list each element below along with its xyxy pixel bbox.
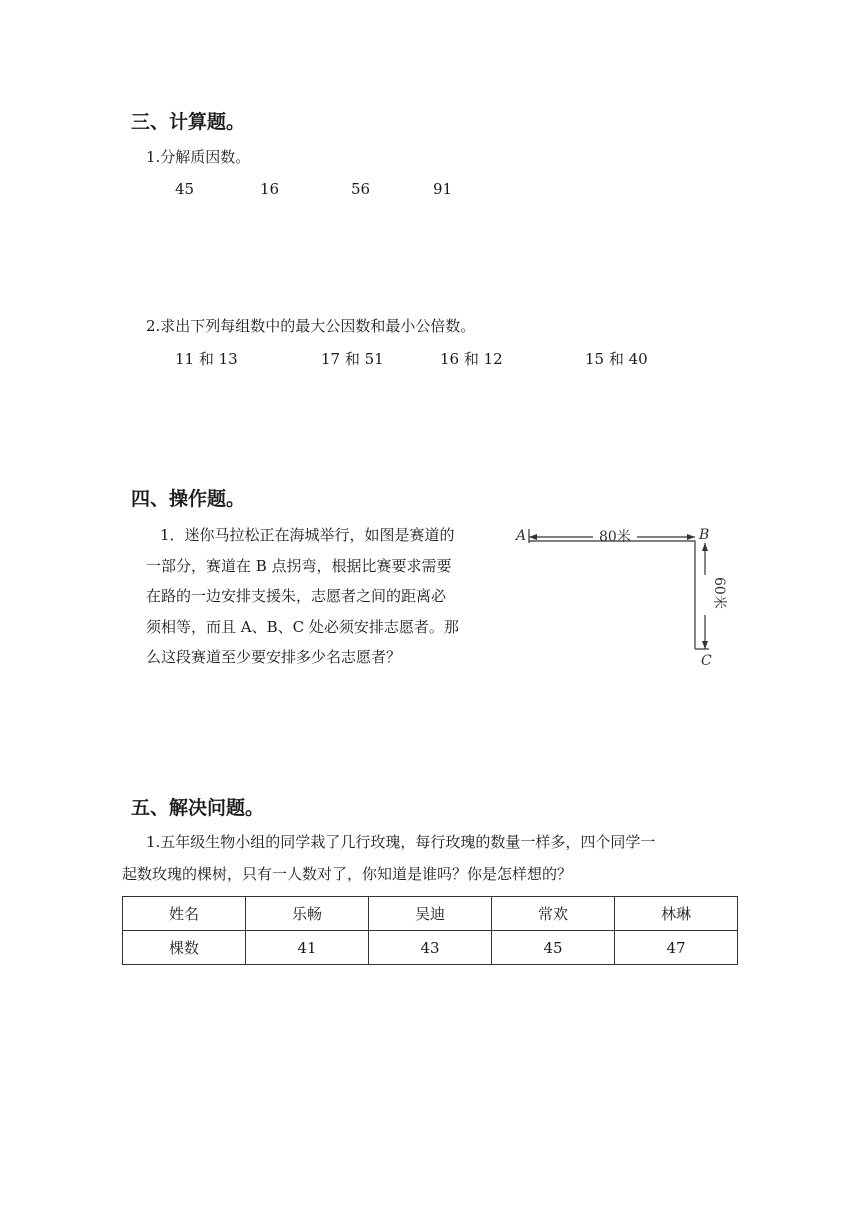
factor-number: 91: [433, 180, 453, 198]
number-pair: 16 和 12: [440, 350, 503, 368]
table-cell: 43: [369, 931, 492, 965]
table-cell: 45: [492, 931, 615, 965]
number-pair: 17 和 51: [321, 350, 384, 368]
vertical-length-label: 60米: [711, 577, 727, 609]
q1-prompt: 1.分解质因数。: [146, 148, 251, 166]
text-line: 在路的一边安排支援朱，志愿者之间的距离必: [146, 587, 447, 605]
table-row: [123, 931, 738, 965]
point-a-label: A: [516, 528, 527, 544]
arrow-up-icon: [702, 543, 708, 551]
arrow-right-icon: [687, 534, 695, 540]
table-cell: 姓名: [123, 897, 246, 931]
horizontal-length-label: 80米: [599, 529, 631, 545]
table-cell: 常欢: [492, 897, 615, 931]
factor-number: 16: [260, 180, 280, 198]
factor-number: 56: [351, 180, 371, 198]
point-c-label: C: [701, 653, 712, 669]
section3-title: 三、计算题。: [131, 111, 246, 133]
track-diagram: [505, 515, 745, 675]
text-line: 一部分，赛道在 B 点拐弯，根据比赛要求需要: [146, 556, 452, 575]
track-path: [529, 541, 695, 649]
number-pair: 15 和 40: [585, 350, 648, 368]
q-operation-text: [146, 520, 506, 673]
section5-title: 五、解决问题。: [131, 797, 265, 819]
number-pair: 11 和 13: [175, 350, 238, 368]
table-cell: 47: [615, 931, 738, 965]
count-table: [122, 896, 738, 965]
table-cell: 41: [246, 931, 369, 965]
text-line: 么这段赛道至少要安排多少名志愿者？: [146, 648, 402, 666]
text-line: 1．迷你马拉松正在海城举行，如图是赛道的: [160, 526, 455, 544]
arrow-left-icon: [529, 534, 537, 540]
section4-title: 四、操作题。: [131, 488, 246, 510]
factor-number: 45: [175, 180, 195, 198]
table-row: [123, 897, 738, 931]
text-line: 1.五年级生物小组的同学栽了几行玫瑰，每行玫瑰的数量一样多，四个同学一: [146, 833, 656, 851]
point-b-label: B: [699, 527, 710, 543]
text-line: 须相等，而且 A、B、C 处必须安排志愿者。那: [146, 617, 459, 636]
arrow-down-icon: [702, 641, 708, 649]
text-line: 起数玫瑰的棵树，只有一人数对了，你知道是谁吗？你是怎样想的？: [122, 865, 573, 883]
q2-prompt: 2.求出下列每组数中的最大公因数和最小公倍数。: [146, 317, 476, 335]
table-cell: 棵数: [123, 931, 246, 965]
q-problem-text: [122, 826, 656, 890]
table-cell: 吴迪: [369, 897, 492, 931]
table-cell: 乐畅: [246, 897, 369, 931]
table-cell: 林琳: [615, 897, 738, 931]
